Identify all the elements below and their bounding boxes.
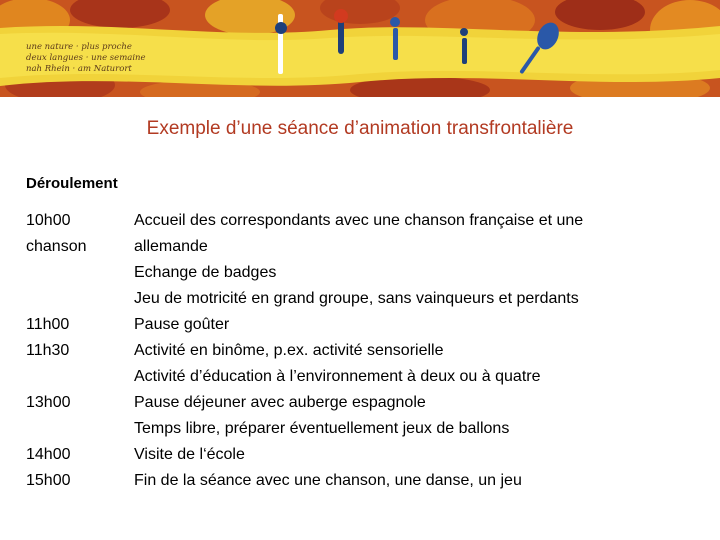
time-label: 15h00 <box>26 472 71 489</box>
activity-item: Activité en binôme, p.ex. activité sensorielle <box>134 342 444 359</box>
header-banner <box>0 0 720 97</box>
time-label <box>26 260 126 286</box>
activity-item: Pause goûter <box>134 316 230 333</box>
time-label: 14h00 <box>26 446 71 463</box>
time-label: chanson <box>26 238 87 255</box>
activity-item: Activité d’éducation à l’environnement à deux ou à quatre <box>134 368 541 385</box>
activity-item: Echange de badges <box>134 264 277 281</box>
section-heading: Déroulement <box>26 175 118 192</box>
activity-item: Pause déjeuner avec auberge espagnole <box>134 394 426 411</box>
time-label <box>26 416 126 442</box>
time-label: 13h00 <box>26 394 71 411</box>
schedule-activities-column <box>134 208 704 494</box>
schedule-times-column <box>26 208 126 494</box>
logo-text <box>26 42 146 75</box>
page-title: Exemple d’une séance d’animation transfrontalière <box>146 118 574 139</box>
logo-line: nah Rhein · am Naturort <box>26 64 132 74</box>
activity-item: Fin de la séance avec une chanson, une danse, un jeu <box>134 472 522 489</box>
activity-item: Temps libre, préparer éventuellement jeux de ballons <box>134 420 510 437</box>
activity-item: Jeu de motricité en grand groupe, sans vainqueurs et perdants <box>134 290 579 307</box>
time-label: 11h30 <box>26 342 70 359</box>
time-label <box>26 364 126 390</box>
logo-line: une nature · plus proche <box>26 42 132 52</box>
time-label: 10h00 <box>26 212 71 229</box>
time-label: 11h00 <box>26 316 70 333</box>
activity-item: allemande <box>134 238 208 255</box>
time-label <box>26 286 126 312</box>
logo-line: deux langues · une semaine <box>26 53 146 63</box>
activity-item: Visite de l‘école <box>134 446 245 463</box>
activity-item: Accueil des correspondants avec une chanson française et une <box>134 212 584 229</box>
